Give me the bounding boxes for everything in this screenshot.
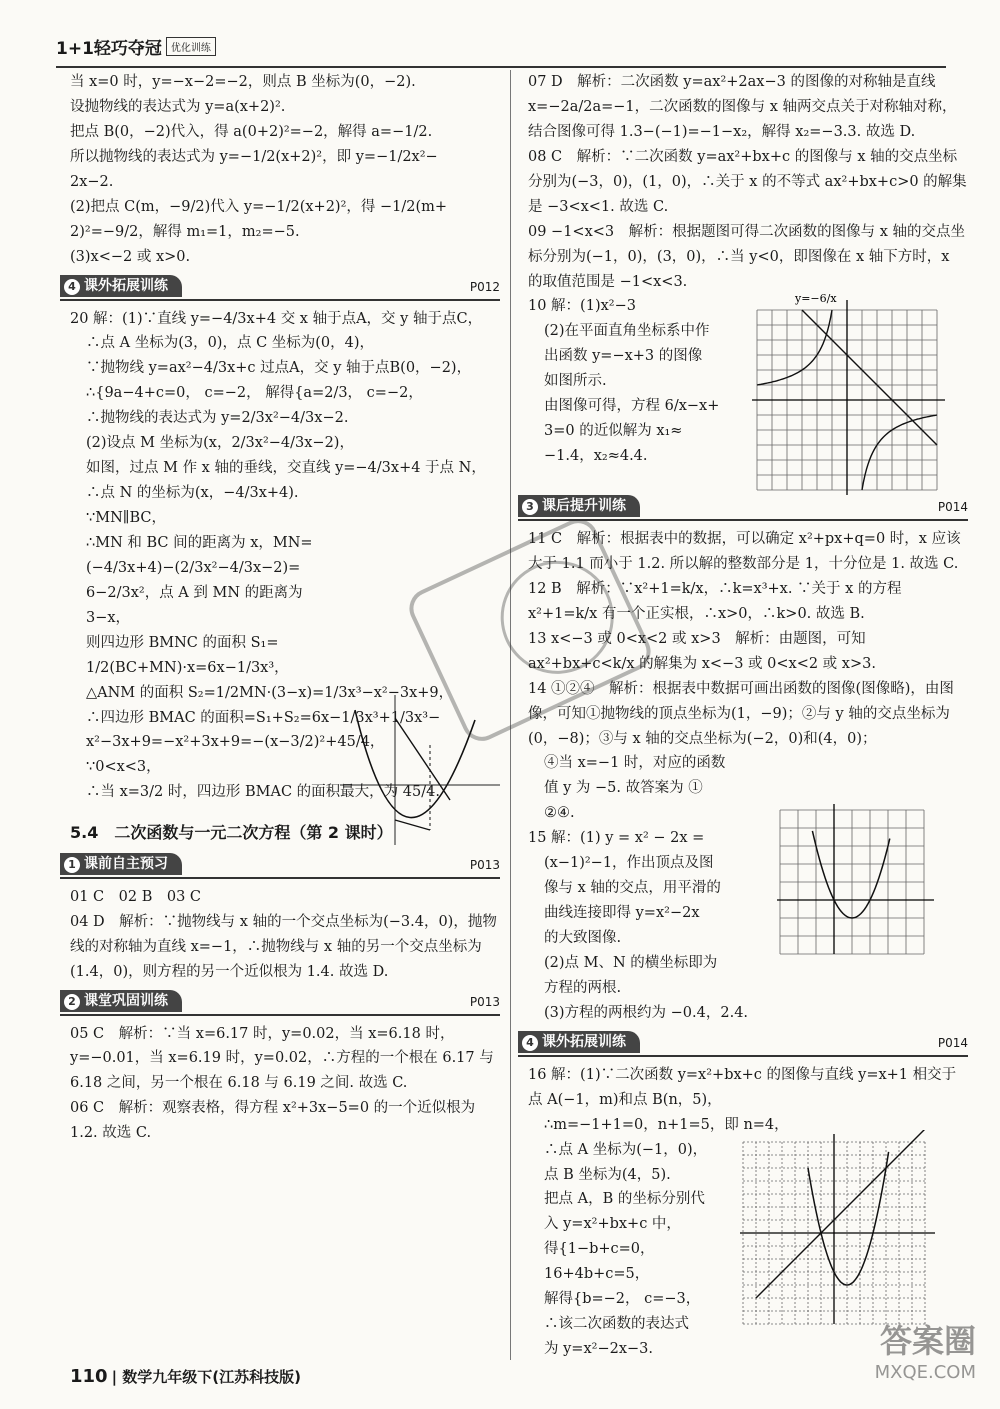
text-line: 所以抛物线的表达式为 y=−1/2(x+2)²，即 y=−1/2x²− — [70, 148, 438, 165]
answer-line: 3−x， — [86, 609, 131, 626]
answer-line: (3)方程的两根约为 −0.4，2.4. — [544, 1004, 749, 1021]
answer-line: −1.4，x₂≈4.4. — [544, 448, 648, 465]
line-ca — [395, 718, 450, 800]
answer-line: ∴点 A 坐标为(3，0)，点 C 坐标为(0，4)， — [86, 335, 375, 352]
line-graph — [802, 310, 937, 445]
q16-grid-figure — [735, 1130, 965, 1345]
text-line: (2)把点 C(m，−9/2)代入 y=−1/2(x+2)²，得 −1/2(m+ — [70, 198, 448, 215]
answer-line: ∴点 N 的坐标为(x，−4/3x+4). — [86, 485, 299, 502]
answer-line: 值 y 为 −5. 故答案为 ① — [544, 780, 703, 797]
answer-line: ∵MN∥BC， — [86, 510, 166, 526]
answer-line: 16 解：(1)∵二次函数 y=x²+bx+c 的图像与直线 y=x+1 相交于点 A(−1，m)和点 B(n，5)， — [528, 1066, 957, 1108]
answer-line: (2)设点 M 坐标为(x，2/3x²−4/3x−2)， — [86, 435, 354, 452]
page-header — [56, 30, 946, 68]
answer-line: 如图，过点 M 作 x 轴的垂线，交直线 y=−4/3x+4 于点 N， — [86, 460, 486, 477]
brand-logo: 1+1轻巧夺冠 优化训练 — [56, 34, 216, 59]
answer-line: 为 y=x²−2x−3. — [544, 1341, 653, 1358]
answer-line: ∴抛物线的表达式为 y=2/3x²−4/3x−2. — [86, 410, 349, 427]
curve-label: y=−6/x — [795, 292, 837, 305]
text-line: 当 x=0 时，y=−x−2=−2，则点 B 坐标为(0，−2). — [70, 74, 416, 90]
answer-line: 10 解：(1)x²−3 — [528, 298, 636, 315]
text-line: 把点 B(0，−2)代入，得 a(0+2)²=−2，解得 a=−1/2. — [70, 123, 433, 140]
answer-line: 05 C 解析：∵当 x=6.17 时，y=0.02，当 x=6.18 时，y=−0.01，当 x=6.19 时，y=0.02，∴方程的一个根在 6.17 与 6.18 之间，另一个根在 6.18 与 6.19 之间. 故选 C. — [70, 1025, 494, 1092]
answer-line: ④当 x=−1 时，对应的函数 — [544, 755, 726, 772]
parabola-curve — [812, 831, 889, 918]
answer-line: 12 B 解析：∵x²+1=k/x，∴k=x³+x. ∵关于 x 的方程 x²+1=k/x 有一个正实根，∴x>0，∴k>0. 故选 B. — [528, 580, 902, 622]
answer-line: ∴MN 和 BC 间的距离为 x，MN= — [86, 534, 313, 551]
answer-line: 13 x<−3 或 0<x<2 或 x>3 解析：由题图，可知 ax²+bx+c<k/x 的解集为 x<−3 或 0<x<2 或 x>3. — [528, 630, 876, 672]
hyperbola-branch — [862, 415, 937, 490]
answer-line: ∴该二次函数的表达式 — [544, 1316, 689, 1333]
parabola-curve — [808, 1152, 889, 1285]
answer-line: ∵抛物线 y=ax²−4/3x+c 过点A，交 y 轴于点B(0，−2)， — [86, 360, 472, 377]
answer-line: 04 D 解析：∵抛物线与 x 轴的一个交点坐标为(−3.4，0)，抛物线的对称轴为直线 x=−1，∴抛物线与 x 轴的另一个交点坐标为(1.4，0)，则方程的另一个近似根为 1.4. 故选 D. — [70, 913, 497, 980]
answer-line: x²−3x+9=−x²+3x+9=−(x−3/2)²+45/4， — [86, 734, 385, 751]
section-title: 5.4 二次函数与一元二次方程（第 2 课时） — [70, 823, 393, 843]
text-line: (3)x<−2 或 x>0. — [70, 248, 191, 265]
answer-line: 曲线连接即得 y=x²−2x — [544, 905, 700, 922]
answer-line: ∴当 x=3/2 时，四边形 BMAC 的面积最大，为 45/4. — [86, 784, 440, 801]
answer-line: (−4/3x+4)−(2/3x²−4/3x−2)= — [86, 559, 301, 576]
q10-grid-figure — [740, 290, 955, 505]
page-footer: 110 | 数学九年级下(江苏科技版) — [70, 1366, 301, 1387]
answer-line: ∴四边形 BMAC 的面积=S₁+S₂=6x−1/3x³+1/3x³− — [86, 709, 441, 726]
text-line: 2)²=−9/2，解得 m₁=1，m₂=−5. — [70, 223, 300, 240]
answer-line: 06 C 解析：观察表格，得方程 x²+3x−5=0 的一个近似根为 1.2. 故选 C. — [70, 1100, 476, 1142]
q15-grid-figure — [775, 800, 965, 975]
answer-line: 由图像可得，方程 6/x−x+ — [544, 398, 720, 415]
answer-line: 得{1−b+c=0， 16+4b+c=5， — [544, 1241, 655, 1283]
answer-line: 像与 x 轴的交点，用平滑的 — [544, 880, 721, 897]
answer-line: (x−1)²−1，作出顶点及图 — [544, 855, 714, 872]
answer-line: ∵0<x<3， — [86, 759, 161, 776]
answer-line: 01 C 02 B 03 C — [70, 888, 202, 905]
answer-line: (2)在平面直角坐标系中作 — [544, 323, 710, 340]
answer-line: ∴{9a−4+c=0， c=−2， 解得{a=2/3， c=−2， — [86, 385, 423, 402]
answer-line: 如图所示. — [544, 373, 607, 390]
watermark: 答案圈 MXQE.COM — [874, 1322, 976, 1383]
answer-line: 3=0 的近似解为 x₁≈ — [544, 423, 683, 440]
answer-line: ②④. — [544, 805, 575, 822]
answer-line: 把点 A，B 的坐标分别代 — [544, 1191, 705, 1208]
section-bar-classroom: 2 课堂巩固训练 P013 — [60, 990, 500, 1016]
text-line: 2x−2. — [70, 173, 114, 190]
section-bar-after-class: 3 课后提升训练 P014 — [518, 495, 968, 521]
answer-line: 出函数 y=−x+3 的图像 — [544, 348, 703, 365]
answer-line: 08 C 解析：∵二次函数 y=ax²+bx+c 的图像与 x 轴的交点坐标分别为(−3，0)，(1，0)，∴关于 x 的不等式 ax²+bx+c>0 的解集是 −3<x<1. 故选 C. — [528, 148, 967, 215]
answer-line: 点 B 坐标为(4，5). — [544, 1166, 671, 1183]
answer-line: 解得{b=−2， c=−3， — [544, 1291, 701, 1308]
answer-line: 09 −1<x<3 解析：根据题图可得二次函数的图像与 x 轴的交点坐标分别为(−1，0)，(3，0)，∴当 y<0，即图像在 x 轴下方时，x 的取值范围是 −1<x<3. — [528, 223, 966, 290]
answer-line: △ANM 的面积 S₂=1/2MN·(3−x)=1/3x³−x²−3x+9， — [86, 684, 454, 701]
answer-line: 入 y=x²+bx+c 中， — [544, 1216, 681, 1233]
answer-line: (2)点 M、N 的横坐标即为 — [544, 954, 718, 971]
section-bar-extension: 4 课外拓展训练 P012 — [60, 275, 500, 301]
section-bar-extension-2: 4 课外拓展训练 P014 — [518, 1031, 968, 1057]
answer-line: 6−2/3x²，点 A 到 MN 的距离为 — [86, 584, 303, 601]
answer-line: 1/2(BC+MN)·x=6x−1/3x³， — [86, 659, 289, 676]
answer-line: 14 ①②④ 解析：根据表中数据可画出函数的图像(图像略)，由图像，可知①抛物线的顶点坐标为(1，−9)；②与 y 轴的交点坐标为(0，−8)；③与 x 轴的交点坐标为(−2，0)和(4，0)； — [528, 680, 954, 747]
answer-line: 11 C 解析：根据表中的数据，可以确定 x²+px+q=0 时，x 应该大于 1.1 而小于 1.2. 所以解的整数部分是 1，十分位是 1. 故选 C. — [528, 531, 961, 572]
section-bar-preview: 1 课前自主预习 P013 — [60, 853, 500, 879]
answer-line: ∴m=−1+1=0，n+1=5，即 n=4， — [544, 1116, 789, 1133]
line-bm — [395, 820, 430, 830]
answer-line: 则四边形 BMNC 的面积 S₁= — [86, 634, 279, 651]
answer-line: 15 解：(1) y = x² − 2x = — [528, 830, 705, 847]
answer-line: 20 解：(1)∵直线 y=−4/3x+4 交 x 轴于点A，交 y 轴于点C， — [70, 310, 483, 327]
answer-line: 方程的两根. — [544, 979, 622, 996]
answer-line: ∴点 A 坐标为(−1，0)， — [544, 1141, 708, 1158]
hyperbola-branch — [757, 310, 832, 385]
answer-line: 07 D 解析：二次函数 y=ax²+2ax−3 的图像的对称轴是直线 x=−2a/2a=−1，二次函数的图像与 x 轴两交点关于对称轴对称，结合图像可得 1.3−(−1)=−1−x₂，解得 x₂=−3.3. 故选 D. — [528, 74, 957, 140]
text-line: 设抛物线的表达式为 y=a(x+2)². — [70, 98, 286, 115]
answer-line: 的大致图像. — [544, 930, 622, 946]
